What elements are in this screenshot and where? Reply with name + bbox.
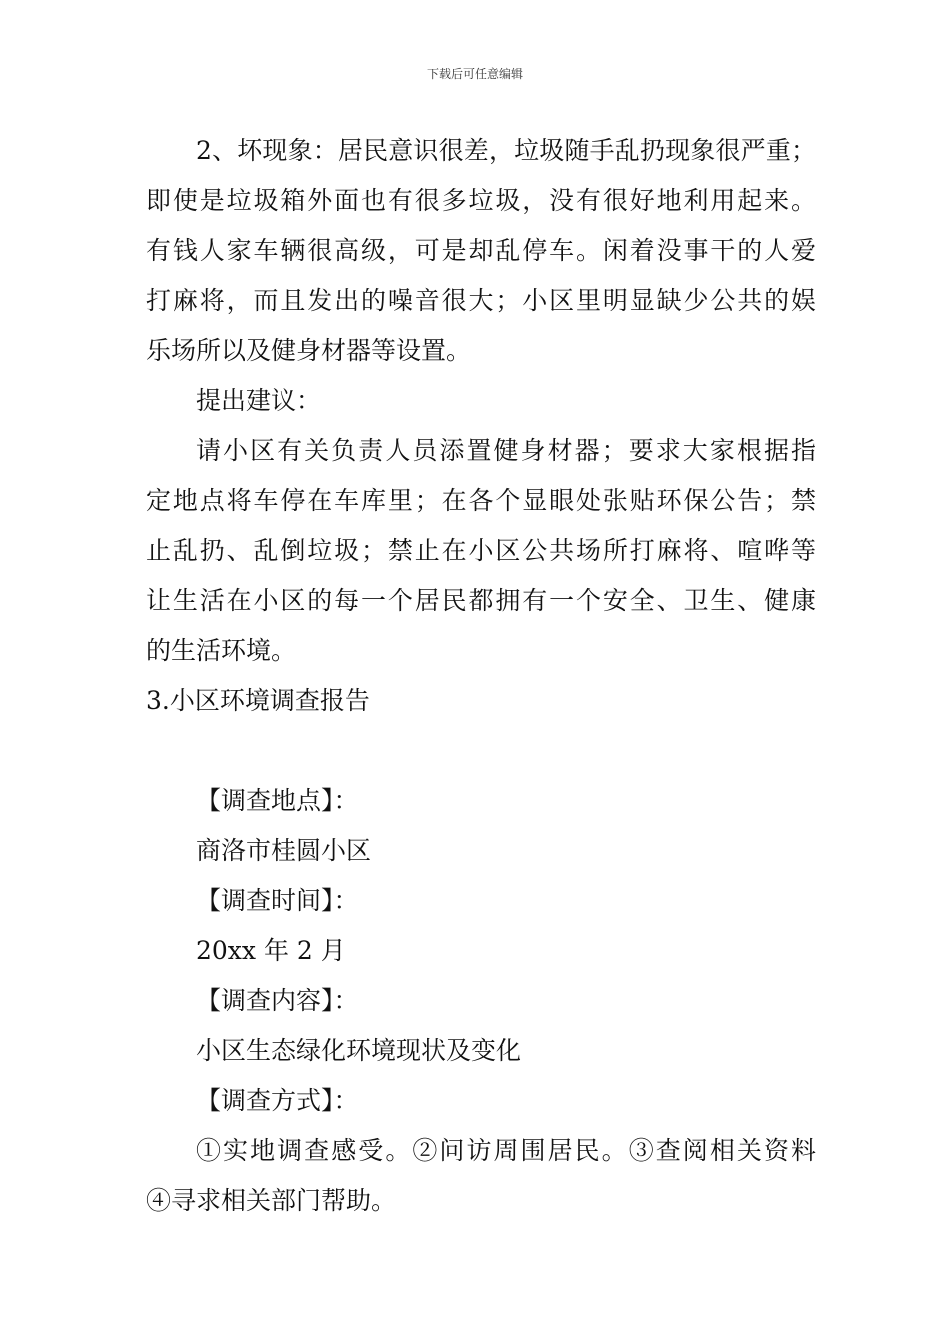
paragraph-suggestion-line-3: 止乱扔、乱倒垃圾；禁止在小区公共场所打麻将、喧哗等 [146,536,816,565]
paragraph-suggestion-line-4: 让生活在小区的每一个居民都拥有一个安全、卫生、健康 [146,586,816,615]
paragraph-bad-phenomena-line-2: 即使是垃圾箱外面也有很多垃圾，没有很好地利用起来。 [146,186,816,215]
document-body [146,126,816,1226]
section-title: 3.小区环境调查报告 [146,686,370,715]
paragraph-suggestion-line-5: 的生活环境。 [146,636,297,665]
survey-content-label: 【调查内容】： [196,986,359,1015]
survey-method-line-1: ①实地调查感受。②问访周围居民。③查阅相关资料 [196,1136,816,1165]
paragraph-bad-phenomena-line-1: 2、坏现象：居民意识很差，垃圾随手乱扔现象很严重； [196,136,816,165]
paragraph-bad-phenomena-line-5: 乐场所以及健身材器等设置。 [146,336,472,365]
survey-method-line-2: ④寻求相关部门帮助。 [146,1186,397,1215]
paragraph-suggestion-line-1: 请小区有关负责人员添置健身材器；要求大家根据指 [196,436,816,465]
survey-time-value: 20xx 年 2 月 [196,936,346,965]
survey-location-label: 【调查地点】： [196,786,359,815]
survey-location-value: 商洛市桂圆小区 [196,836,372,865]
paragraph-bad-phenomena-line-4: 打麻将，而且发出的噪音很大；小区里明显缺少公共的娱 [146,286,816,315]
paragraph-suggestion-line-2: 定地点将车停在车库里；在各个显眼处张贴环保公告；禁 [146,486,816,515]
survey-time-label: 【调查时间】： [196,886,359,915]
page-header-note: 下载后可任意编辑 [426,67,523,81]
blank-line [146,726,816,776]
paragraph-bad-phenomena-line-3: 有钱人家车辆很高级，可是却乱停车。闲着没事干的人爱 [146,236,816,265]
survey-method-label: 【调查方式】： [196,1086,359,1115]
survey-content-value: 小区生态绿化环境现状及变化 [196,1036,522,1065]
suggestion-heading: 提出建议： [196,386,322,415]
